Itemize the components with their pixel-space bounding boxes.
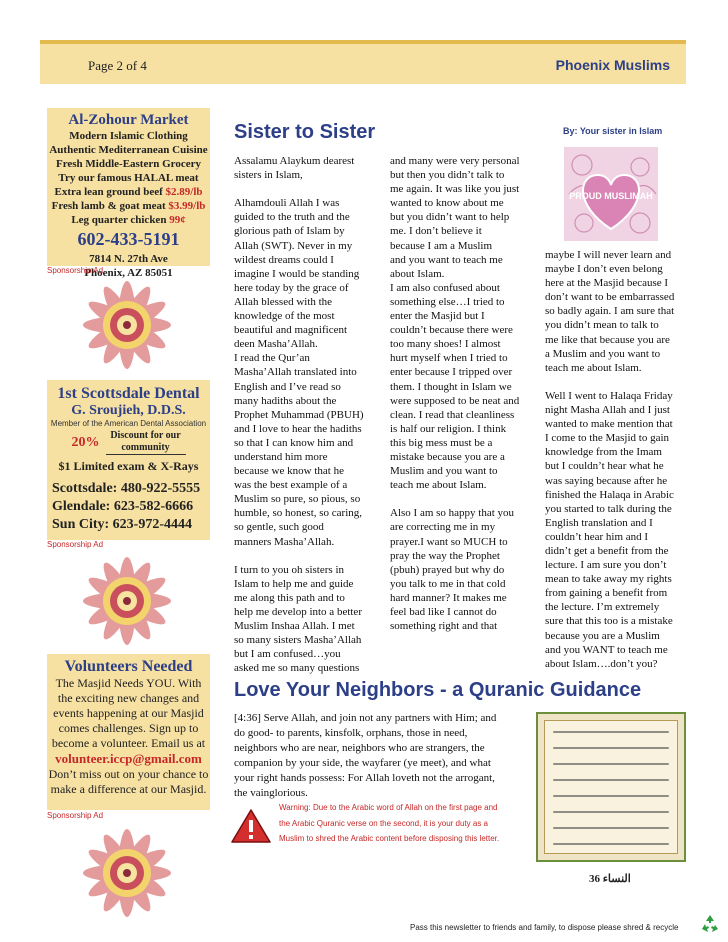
ad-line: Authentic Mediterranean Cuisine	[49, 144, 208, 156]
article-title: Love Your Neighbors - a Quranic Guidance	[234, 679, 642, 701]
ad-line: Fresh lamb & goat meat $3.99/lb	[51, 200, 206, 212]
badge-text: PROUD MUSLIMAH	[569, 191, 653, 201]
article-title: Sister to Sister	[234, 121, 376, 143]
quran-verse-translation: [4:36] Serve Allah, and join not any partners with Him; and do good- to parents, kinsfolk, orphans, those in need, neighbors who are near, neighbors who are strangers, the companion by your side, the wayfarer (ye meet), and what your right hands possess: For Allah loveth not the arrogant, the vainglorious.	[234, 712, 497, 799]
mandala-ornament	[72, 278, 182, 372]
ad-title: Al-Zohour Market	[68, 112, 189, 128]
ad-line: Fresh Middle-Eastern Grocery	[55, 158, 201, 170]
ad-phone: Glendale: 623-582-6666	[52, 499, 194, 514]
recycle-icon	[700, 914, 720, 934]
ad-discount	[47, 430, 210, 455]
page-header	[40, 40, 686, 84]
article-column-1: Assalamu Alaykum dearest sisters in Islam, Alhamdouli Allah I was guided to the truth and the glorious path of Islam by Allah (SWT). Never in my wildest dreams could I imagine I would be standing here today by the grace of Allah blessed with the knowledge of the most beautiful and magnificent deen Masha’Allah. I read the Qur’an Masha’Allah translated into English and I’ve read so many hadiths about the Prophet Muhammad (PBUH) and I love to hear the hadiths so that I can know him and understand him more because we know that he was the best example of a Muslim so pure, so pious, so humble, so honest, so caring, so gentle, such good manners Masha’Allah. I turn to you oh sisters in Islam to help me and guide me along this path and to help me develop into a better Muslim Inshaa Allah. I met so many sisters Masha’Allah but I am confused…you asked me so many questions	[234, 155, 364, 675]
ad-phone: 602-433-5191	[77, 229, 180, 249]
sponsorship-label: Sponsorship Ad	[47, 811, 104, 820]
ad-line: Modern Islamic Clothing	[69, 130, 188, 142]
ad-exam: $1 Limited exam & X-Rays	[58, 459, 199, 473]
ad-scottsdale-dental	[47, 380, 210, 540]
sponsorship-label: Sponsorship Ad	[47, 540, 104, 549]
article-byline: By: Your sister in Islam	[563, 126, 663, 136]
ad-body: The Masjid Needs YOU. With the exciting new changes and events happening at our Masjid comes challenges. Sign up to become a volunteer. Email us at	[51, 676, 206, 750]
ad-address: Phoenix, AZ 85051	[84, 267, 173, 279]
mandala-ornament	[72, 554, 182, 648]
ad-membership: Member of the American Dental Association	[50, 419, 207, 428]
discount-text: Discount for our community	[106, 430, 186, 455]
ad-line: Extra lean ground beef $2.89/lb	[54, 186, 203, 198]
warning-icon	[230, 808, 272, 844]
ad-phone: Sun City: 623-972-4444	[52, 517, 193, 532]
ad-address: 7814 N. 27th Ave	[89, 253, 168, 265]
ad-line: Leg quarter chicken 99¢	[71, 214, 186, 226]
mandala-ornament	[72, 826, 182, 920]
sponsorship-label: Sponsorship Ad	[47, 266, 104, 275]
footer-note: Pass this newsletter to friends and family, to dispose please shred & recycle	[410, 923, 679, 932]
arabic-verse-image	[536, 712, 686, 862]
discount-percent: 20%	[71, 434, 100, 450]
volunteer-email: volunteer.iccp@gmail.com	[55, 751, 202, 766]
article-column-2: and many were very personal but then you didn’t talk to me again. It was like you just wanted to know about me but you didn’t want to help me. I don’t believe it because I am a Muslim and you want to teach me about Islam. I am also confused about something else…I tried to enter the Masjid but I couldn’t because there were too many shoes! I almost hurt myself when I tried to enter because I tripped over them. I thought in Islam we were supposed to be neat and clean. I read that cleanliness is half our religion. I think this big mess must be a mistake because you are a Muslim and you want to teach me about Islam. Also I am so happy that you are correcting me in my prayer.I want so MUCH to pray the way the Prophet (pbuh) prayed but why do you talk to me in that cold hard manner? It makes me feel bad like I cannot do something right and that	[390, 155, 520, 633]
newsletter-name: Phoenix Muslims	[555, 57, 670, 73]
ad-doctor: G. Sroujieh, D.D.S.	[71, 403, 186, 418]
ad-body: Don’t miss out on your chance to make a difference at our Masjid.	[48, 767, 209, 796]
ad-phone: Scottsdale: 480-922-5555	[52, 481, 201, 496]
ad-line: Try our famous HALAL meat	[58, 172, 199, 184]
disposal-warning: Warning: Due to the Arabic word of Allah on the first page and the Arabic Quranic verse on the second, it is your duty as a Muslim to shred the Arabic content before disposing this letter.	[279, 803, 500, 843]
proud-muslimah-badge	[564, 147, 658, 241]
ad-title: Volunteers Needed	[64, 658, 193, 675]
ad-phone-list	[47, 480, 210, 534]
page-number: Page 2 of 4	[88, 58, 147, 73]
ad-volunteers	[47, 654, 210, 810]
sura-reference: النساء 36	[589, 873, 631, 885]
ad-title: 1st Scottsdale Dental	[57, 385, 200, 402]
article-column-3: maybe I will never learn and maybe I don’t even belong here at the Masjid because I don’t want to be embarrassed so badly again. I am sure that you didn’t mean to talk to me like that because you are a Muslim and you want to teach me about Islam. Well I went to Halaqa Friday night Masha Allah and I just wanted to make mention that I come to the Masjid to gain knowledge from the Imam but I couldn’t hear what he was saying because after he finished the Halaqa in Arabic you started to talk during the English translation and I couldn’t hear him and I didn’t get a benefit from the lecture. I am sure you don’t mean to take away my rights from gaining a benefit from the lecture. I’m extremely sure that this too is a mistake because you are a Muslim and you WANT to teach me about Islam….don’t you?	[545, 249, 675, 670]
